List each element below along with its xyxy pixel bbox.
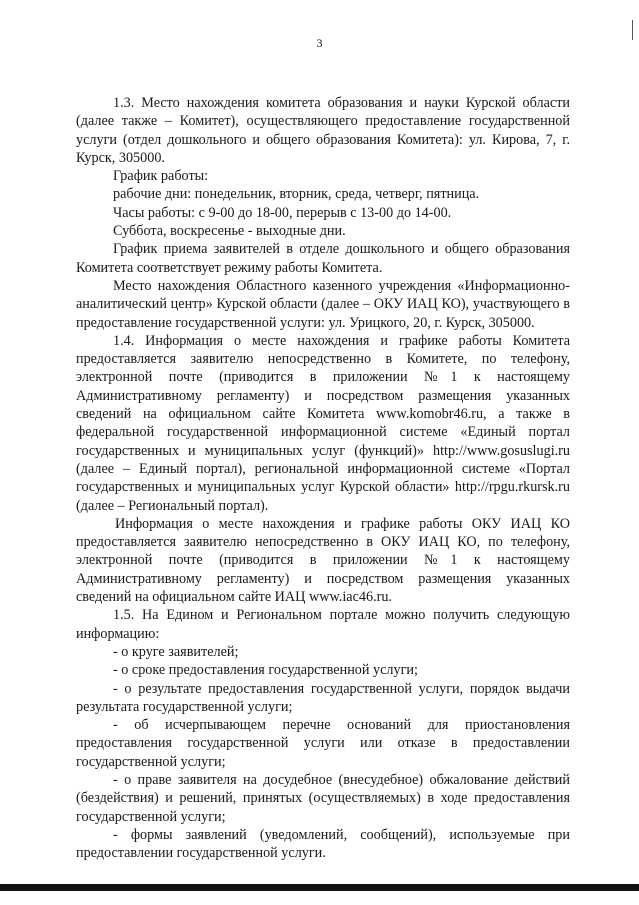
paragraph-work-schedule-heading: График работы: <box>113 168 209 185</box>
paragraph-oku-iac-location: Место нахождения Областного казенного учреждения «Информационно-аналитический центр» Курской области (далее – ОКУ ИАЦ КО), участвующего в предоставление государственной услуги: ул. Урицкого, 20, г. Курск, 305000. <box>76 277 570 331</box>
list-item-appeal-right: - о праве заявителя на досудебное (внесудебное) обжалование действий (бездействия) и решений, принятых (осуществляемых) в ходе предоставления государственной услуги; <box>76 771 570 825</box>
document-body <box>76 94 570 862</box>
paragraph-1-3-location: 1.3. Место нахождения комитета образования и науки Курской области (далее также – Комитет), осуществляющего предоставление государственной услуги (отдел дошкольного и общего образования Комитета): ул. Кирова, 7, г. Курск, 305000. <box>76 95 570 166</box>
list-item-applicants: - о круге заявителей; <box>113 643 239 660</box>
list-item-service-result: - о результате предоставления государственной услуги, порядок выдачи результата государственной услуги; <box>76 680 570 715</box>
paragraph-1-5-portal: 1.5. На Едином и Региональном портале можно получить следующую информацию: <box>76 607 570 642</box>
scan-bottom-bar <box>0 884 639 891</box>
paragraph-working-days: рабочие дни: понедельник, вторник, среда, четверг, пятница. <box>113 186 480 203</box>
list-item-service-term: - о сроке предоставления государственной услуги; <box>113 662 418 679</box>
paragraph-1-4-information: 1.4. Информация о месте нахождения и графике работы Комитета предоставляется заявителю непосредственно в Комитете, по телефону, электронной почте (приводится в приложении №1 к настоящему Административному регламенту) и посредством размещения указанных сведений на официальном сайте Комитета www.komobr46.ru, а также в федеральной государственной информационной системе «Единый портал государственных и муниципальных услуг (функций)» http://www.gosuslugi.ru (далее – Единый портал), региональной информационной системе «Портал государственных и муниципальных услуг Курской области» http://rpgu.rkursk.ru (далее – Региональный портал). <box>76 332 570 514</box>
paragraph-working-hours: Часы работы: с 9-00 до 18-00, перерыв с 13-00 до 14-00. <box>113 204 452 221</box>
page-number: 3 <box>316 36 323 50</box>
paragraph-oku-iac-information: Информация о месте нахождения и графике работы ОКУ ИАЦ КО предоставляется заявителю непосредственно в ОКУ ИАЦ КО, по телефону, электронной почте (приводится в приложении №1 к настоящему Административному регламенту) и посредством размещения указанных сведений на официальном сайте ИАЦ www.iac46.ru. <box>76 515 570 606</box>
paragraph-reception-schedule: График приема заявителей в отделе дошкольного и общего образования Комитета соответствует режиму работы Комитета. <box>76 241 570 276</box>
paragraph-weekend: Суббота, воскресенье - выходные дни. <box>113 223 346 240</box>
list-item-grounds-refusal: - об исчерпывающем перечне оснований для приостановления предоставления государственной услуги или отказе в предоставлении государственной услуги; <box>76 717 570 770</box>
list-item-application-forms: - формы заявлений (уведомлений, сообщений), используемые при предоставлении государственной услуги. <box>76 826 570 862</box>
